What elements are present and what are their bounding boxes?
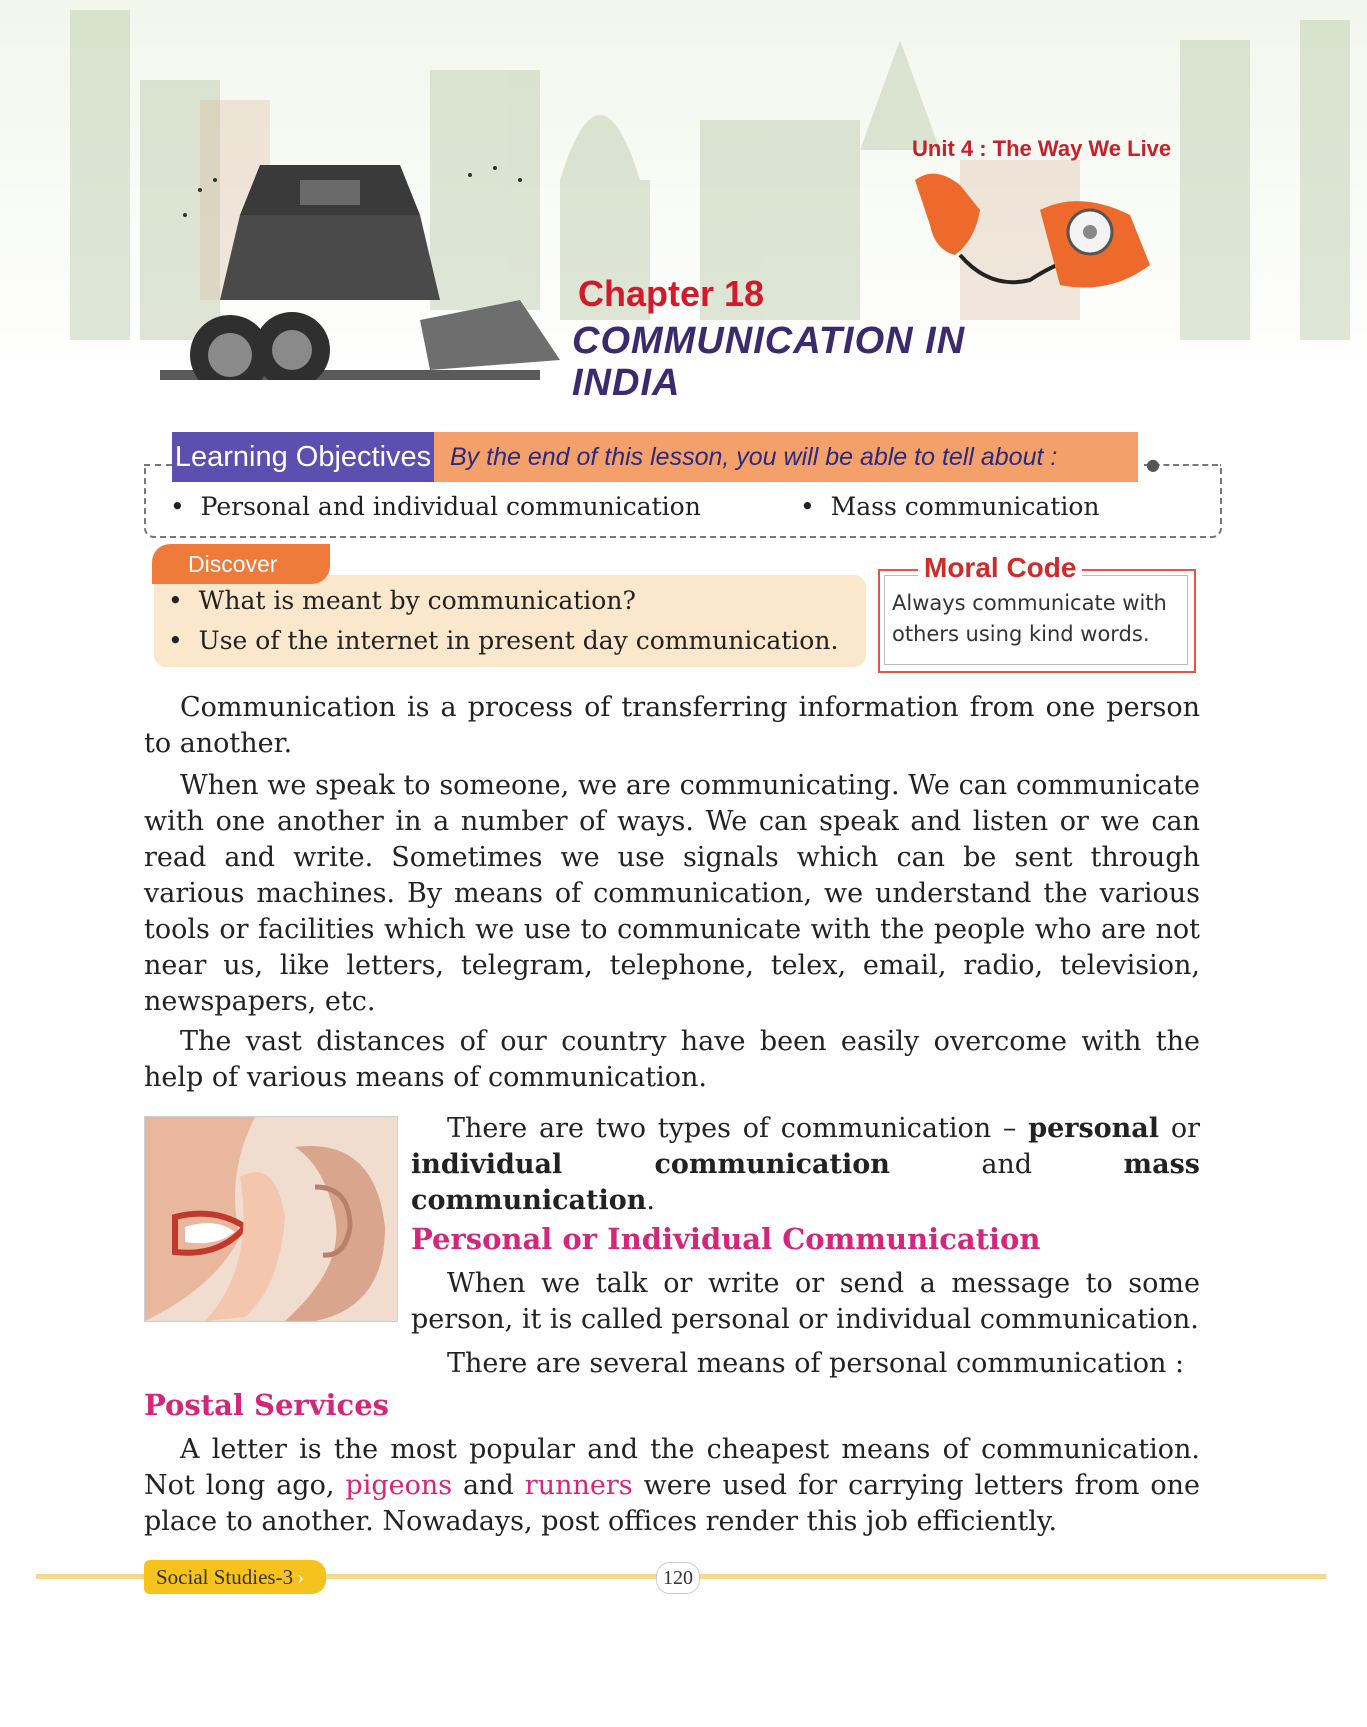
- chapter-title-line2: INDIA: [572, 362, 681, 404]
- chevron-right-icon: ›: [297, 1565, 305, 1589]
- paragraph-postal: A letter is the most popular and the cheapest means of communication. Not long ago, pigeons and runners were used for carrying letters from one place to another. Nowadays, post offices render this job efficiently.: [144, 1434, 1201, 1537]
- term-runners: runners: [524, 1470, 633, 1501]
- heading-postal-services: Postal Services: [144, 1388, 389, 1422]
- whisper-photo: [144, 1116, 398, 1322]
- term-individual-communication: individual communication: [411, 1149, 890, 1180]
- pin-icon: ●: [1146, 455, 1160, 474]
- learning-objectives-label: Learning Objectives: [172, 432, 434, 482]
- discover-label: Discover: [152, 544, 330, 584]
- page-number: 120: [656, 1562, 700, 1594]
- paragraph-distances: The vast distances of our country have been easily overcome with the help of various means of communication.: [144, 1026, 1200, 1093]
- moral-code-text: Always communicate with others using kind words.: [892, 591, 1167, 646]
- term-personal: personal: [1028, 1113, 1160, 1144]
- divider: [144, 464, 172, 466]
- paragraph-types: There are two types of communication – personal or individual communication and mass communication.: [411, 1113, 1200, 1216]
- heading-personal-communication: Personal or Individual Communication: [411, 1222, 1041, 1256]
- term-mass-communication: mass communication: [411, 1149, 1200, 1216]
- bullet-icon: •: [800, 492, 831, 521]
- term-pigeons: pigeons: [345, 1470, 453, 1501]
- objective-item: • Personal and individual communication: [170, 492, 701, 521]
- bullet-icon: •: [168, 626, 199, 655]
- chapter-title: [572, 320, 1012, 404]
- discover-item: • Use of the internet in present day communication.: [168, 626, 839, 655]
- bullet-icon: •: [170, 492, 201, 521]
- paragraph-personal-means: There are several means of personal communication :: [447, 1348, 1185, 1379]
- book-title-badge: Social Studies-3 ›: [144, 1560, 326, 1594]
- unit-title: Unit 4 : The Way We Live: [912, 136, 1172, 161]
- objective-item: • Mass communication: [800, 492, 1100, 521]
- learning-objectives-intro: By the end of this lesson, you will be able to tell about :: [434, 432, 1138, 482]
- chapter-title-line1: COMMUNICATION IN: [572, 320, 966, 362]
- bullet-icon: •: [168, 586, 199, 615]
- paragraph-definition: Communication is a process of transferring information from one person to another.: [144, 692, 1200, 759]
- discover-item: • What is meant by communication?: [168, 586, 636, 615]
- paragraph-personal: When we talk or write or send a message to some person, it is called personal or individual communication.: [411, 1268, 1200, 1335]
- moral-code-title: Moral Code: [918, 552, 1082, 584]
- paragraph-ways: When we speak to someone, we are communicating. We can communicate with one another in a number of ways. We can speak and listen or we can read and write. Sometimes we use signals which can be sent through various machines. By means of communication, we understand the various tools or facilities which we use to communicate with the people who are not near us, like letters, telegram, telephone, telex, email, radio, television, newspapers, etc.: [144, 770, 1200, 1017]
- chapter-number: Chapter 18: [578, 273, 765, 314]
